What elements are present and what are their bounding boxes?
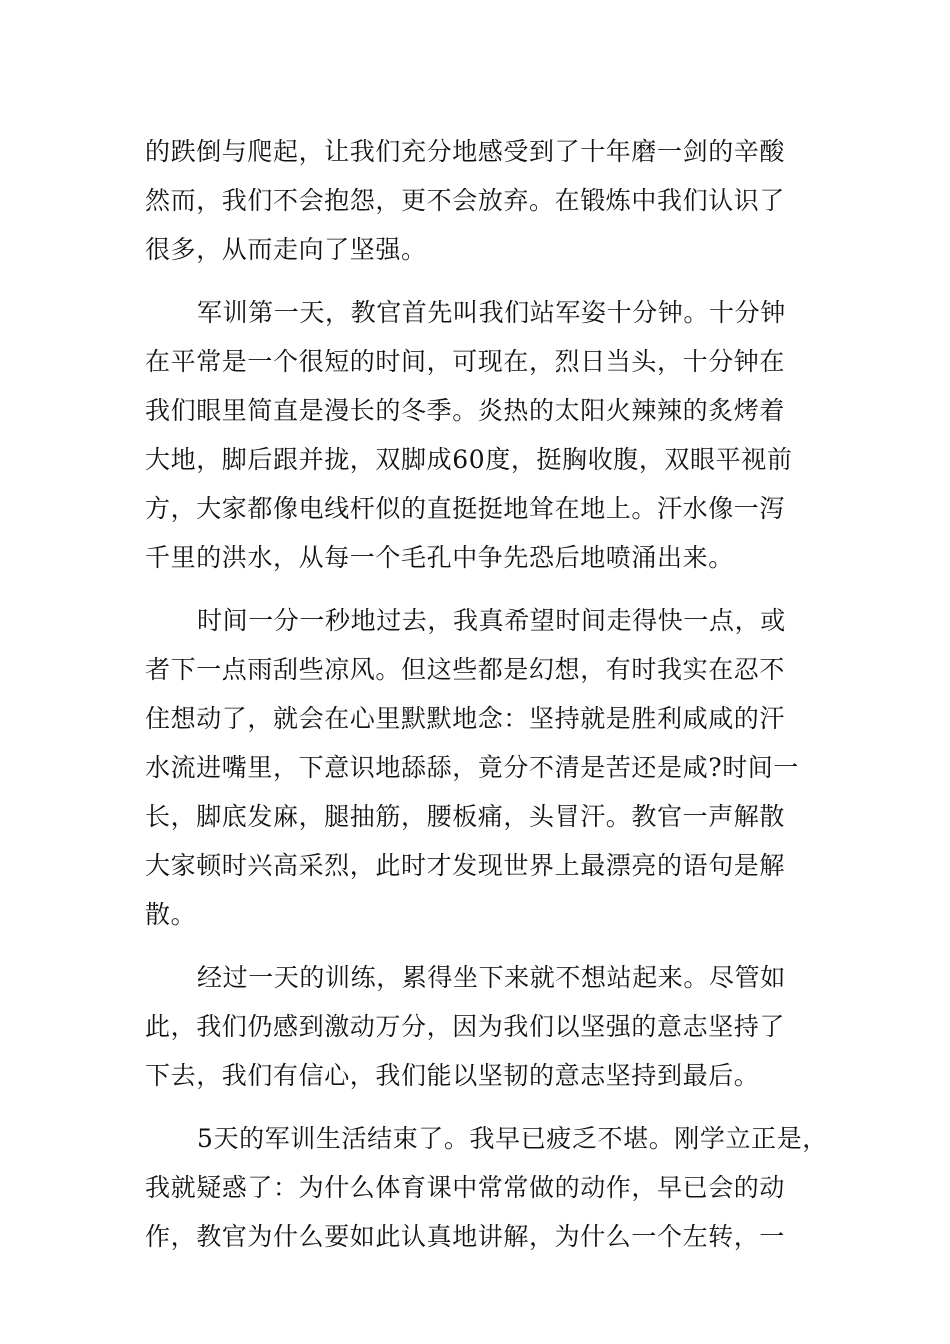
- text-line: 长，脚底发麻，腿抽筋，腰板痛，头冒汗。教官一声解散: [145, 802, 786, 831]
- text-line: 军训第一天，教官首先叫我们站军姿十分钟。十分钟: [197, 298, 786, 327]
- text-line: 大地，脚后跟并拢，双脚成60度，挺胸收腹，双眼平视前: [145, 445, 793, 474]
- text-line: 下去，我们有信心，我们能以坚韧的意志坚持到最后。: [145, 1061, 760, 1090]
- text-line: 散。: [145, 900, 197, 929]
- text-line: 方，大家都像电线杆似的直挺挺地耸在地上。汗水像一泻: [145, 494, 786, 523]
- text-line: 的跌倒与爬起，让我们充分地感受到了十年磨一剑的辛酸: [145, 137, 786, 166]
- paragraph: [145, 596, 810, 939]
- text-line: 作，教官为什么要如此认真地讲解，为什么一个左转，一: [145, 1222, 786, 1251]
- document-body: [145, 127, 828, 1261]
- text-line: 5天的军训生活结束了。我早已疲乏不堪。刚学立正是，: [197, 1124, 828, 1153]
- text-line: 在平常是一个很短的时间，可现在，烈日当头，十分钟在: [145, 347, 786, 376]
- text-line: 大家顿时兴高采烈，此时才发现世界上最漂亮的语句是解: [145, 851, 786, 880]
- text-line: 时间一分一秒地过去，我真希望时间走得快一点，或: [197, 606, 786, 635]
- text-line: 我就疑惑了：为什么体育课中常常做的动作，早已会的动: [145, 1173, 786, 1202]
- paragraph: [145, 1114, 828, 1261]
- paragraph: [145, 127, 810, 274]
- text-line: 千里的洪水，从每一个毛孔中争先恐后地喷涌出来。: [145, 543, 734, 572]
- text-line: 然而，我们不会抱怨，更不会放弃。在锻炼中我们认识了: [145, 186, 786, 215]
- text-line: 此，我们仍感到激动万分，因为我们以坚强的意志坚持了: [145, 1012, 786, 1041]
- text-line: 水流进嘴里，下意识地舔舔，竟分不清是苦还是咸?时间一: [145, 753, 800, 782]
- text-line: 者下一点雨刮些凉风。但这些都是幻想，有时我实在忍不: [145, 655, 786, 684]
- paragraph: [145, 288, 810, 582]
- text-line: 很多，从而走向了坚强。: [145, 235, 427, 264]
- text-line: 我们眼里简直是漫长的冬季。炎热的太阳火辣辣的炙烤着: [145, 396, 786, 425]
- text-line: 经过一天的训练，累得坐下来就不想站起来。尽管如: [197, 963, 786, 992]
- paragraph: [145, 953, 810, 1100]
- text-line: 住想动了，就会在心里默默地念：坚持就是胜利咸咸的汗: [145, 704, 786, 733]
